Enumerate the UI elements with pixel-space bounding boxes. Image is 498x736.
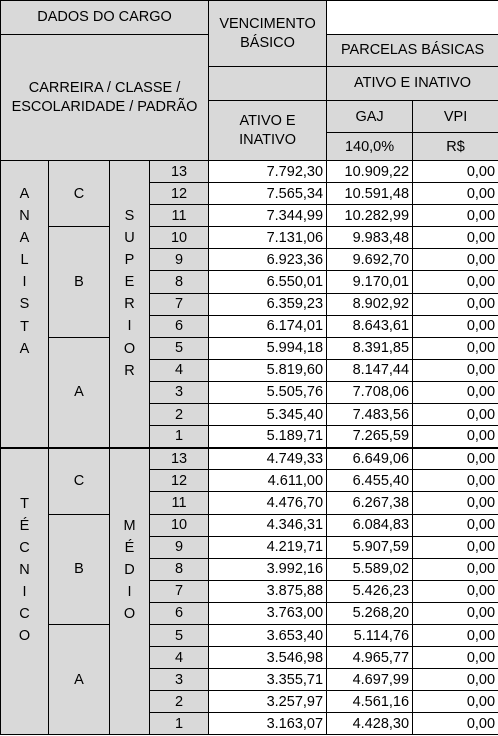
classe-cell: C	[49, 161, 110, 227]
carreira-letter: N	[19, 208, 30, 225]
padrao-cell: 8	[150, 271, 209, 293]
padrao-cell: 6	[150, 602, 209, 624]
escolaridade-letter: U	[124, 230, 135, 247]
escolaridade-letter: M	[123, 517, 136, 534]
padrao-cell: 7	[150, 293, 209, 315]
carreira-cell	[1, 161, 49, 448]
carreira-letter: O	[18, 628, 31, 645]
vpi-cell: 0,00	[413, 205, 498, 227]
vencimento-cell: 6.174,01	[209, 315, 327, 337]
carreira-letter: A	[19, 340, 30, 357]
padrao-cell: 2	[150, 691, 209, 713]
escolaridade-letter: E	[124, 274, 135, 291]
padrao-cell: 2	[150, 404, 209, 426]
padrao-cell: 7	[150, 580, 209, 602]
vencimento-cell: 5.819,60	[209, 359, 327, 381]
classe-cell: B	[49, 227, 110, 337]
gaj-cell: 7.483,56	[327, 404, 413, 426]
carreira-letter: T	[20, 318, 29, 335]
gaj-cell: 6.649,06	[327, 448, 413, 470]
gaj-cell: 5.589,02	[327, 558, 413, 580]
vencimento-cell: 7.565,34	[209, 183, 327, 205]
vencimento-cell: 3.653,40	[209, 624, 327, 646]
gaj-cell: 9.983,48	[327, 227, 413, 249]
padrao-cell: 3	[150, 381, 209, 403]
vencimento-cell: 4.219,71	[209, 536, 327, 558]
vencimento-cell: 7.344,99	[209, 205, 327, 227]
vencimento-cell: 3.875,88	[209, 580, 327, 602]
carreira-letter: I	[22, 584, 27, 601]
table-row	[1, 337, 498, 359]
vpi-cell: 0,00	[413, 404, 498, 426]
padrao-cell: 10	[150, 227, 209, 249]
vpi-header: VPI	[413, 101, 498, 133]
carreira-letter: C	[19, 539, 30, 556]
vencimento-cell: 5.505,76	[209, 381, 327, 403]
vencimento-cell: 3.163,07	[209, 713, 327, 735]
escolaridade-letter: O	[123, 606, 136, 623]
table-row	[1, 448, 498, 470]
padrao-cell: 10	[150, 514, 209, 536]
carreira-header: CARREIRA / CLASSE / ESCOLARIDADE / PADRÃO	[1, 35, 209, 161]
padrao-cell: 5	[150, 624, 209, 646]
gaj-cell: 7.265,59	[327, 426, 413, 448]
vpi-cell: 0,00	[413, 249, 498, 271]
gaj-cell: 8.391,85	[327, 337, 413, 359]
vpi-cell: 0,00	[413, 580, 498, 602]
vencimento-cell: 4.749,33	[209, 448, 327, 470]
vpi-cell: 0,00	[413, 647, 498, 669]
vencimento-cell: 3.257,97	[209, 691, 327, 713]
padrao-cell: 12	[150, 183, 209, 205]
vpi-cell: 0,00	[413, 227, 498, 249]
classe-cell: A	[49, 624, 110, 734]
carreira-letter: N	[19, 562, 30, 578]
gaj-cell: 9.692,70	[327, 249, 413, 271]
vpi-cell: 0,00	[413, 713, 498, 735]
gaj-cell: 8.643,61	[327, 315, 413, 337]
vpi-cell: 0,00	[413, 315, 498, 337]
vpi-cell: 0,00	[413, 448, 498, 470]
vpi-cell: 0,00	[413, 602, 498, 624]
escolaridade-letter: I	[127, 318, 132, 335]
vpi-cell: 0,00	[413, 183, 498, 205]
gaj-cell: 10.909,22	[327, 161, 413, 183]
gaj-cell: 4.965,77	[327, 647, 413, 669]
carreira-letter: T	[20, 495, 29, 512]
gaj-cell: 9.170,01	[327, 271, 413, 293]
gaj-header: GAJ	[327, 101, 413, 133]
gaj-cell: 10.282,99	[327, 205, 413, 227]
padrao-cell: 11	[150, 205, 209, 227]
padrao-cell: 1	[150, 713, 209, 735]
gaj-percentage: 140,0%	[327, 133, 413, 161]
carreira-letter: L	[20, 252, 29, 269]
vencimento-cell: 4.346,31	[209, 514, 327, 536]
vencimento-cell: 6.359,23	[209, 293, 327, 315]
vencimento-header: VENCIMENTO BÁSICO	[209, 1, 327, 67]
vpi-cell: 0,00	[413, 536, 498, 558]
vpi-cell: 0,00	[413, 558, 498, 580]
vencimento-cell: 3.546,98	[209, 647, 327, 669]
vpi-cell: 0,00	[413, 492, 498, 514]
carreira-letter: S	[19, 296, 30, 313]
padrao-cell: 8	[150, 558, 209, 580]
vpi-cell: 0,00	[413, 691, 498, 713]
vencimento-cell: 5.189,71	[209, 426, 327, 448]
escolaridade-letter: O	[123, 340, 136, 357]
vencimento-cell: 4.476,70	[209, 492, 327, 514]
gaj-cell: 4.428,30	[327, 713, 413, 735]
table-row	[1, 514, 498, 536]
classe-cell: B	[49, 514, 110, 624]
padrao-cell: 4	[150, 647, 209, 669]
parcelas-ativo-header: ATIVO E INATIVO	[327, 67, 498, 101]
padrao-cell: 1	[150, 426, 209, 448]
table-row	[1, 227, 498, 249]
gaj-cell: 5.114,76	[327, 624, 413, 646]
vpi-unit: R$	[413, 133, 498, 161]
top-blank-cell	[327, 1, 498, 35]
carreira-cell	[1, 448, 49, 735]
vpi-cell: 0,00	[413, 426, 498, 448]
gaj-cell: 8.147,44	[327, 359, 413, 381]
padrao-cell: 4	[150, 359, 209, 381]
padrao-cell: 13	[150, 448, 209, 470]
gaj-cell: 4.561,16	[327, 691, 413, 713]
gaj-cell: 4.697,99	[327, 669, 413, 691]
escolaridade-letter: R	[124, 296, 135, 313]
gaj-cell: 6.455,40	[327, 470, 413, 492]
padrao-cell: 13	[150, 161, 209, 183]
vencimento-cell: 6.550,01	[209, 271, 327, 293]
padrao-cell: 6	[150, 315, 209, 337]
carreira-letter: C	[19, 606, 30, 623]
escolaridade-letter: D	[124, 561, 135, 578]
vencimento-cell: 3.763,00	[209, 602, 327, 624]
escolaridade-letter: S	[124, 208, 135, 224]
padrao-cell: 11	[150, 492, 209, 514]
vpi-cell: 0,00	[413, 161, 498, 183]
gaj-cell: 10.591,48	[327, 183, 413, 205]
vpi-cell: 0,00	[413, 514, 498, 536]
vencimento-cell: 5.345,40	[209, 404, 327, 426]
carreira-letter: A	[19, 186, 30, 202]
gaj-cell: 6.084,83	[327, 514, 413, 536]
parcelas-header: PARCELAS BÁSICAS	[327, 35, 498, 67]
escolaridade-letter: P	[124, 252, 135, 269]
table-row	[1, 624, 498, 646]
dados-cargo-header: DADOS DO CARGO	[1, 1, 209, 35]
gaj-cell: 5.426,23	[327, 580, 413, 602]
vencimento-cell: 7.131,06	[209, 227, 327, 249]
vpi-cell: 0,00	[413, 293, 498, 315]
vencimento-cell: 7.792,30	[209, 161, 327, 183]
escolaridade-letter: R	[124, 362, 135, 379]
vencimento-cell: 4.611,00	[209, 470, 327, 492]
vpi-cell: 0,00	[413, 624, 498, 646]
classe-cell: A	[49, 337, 110, 447]
carreira-letter: I	[22, 274, 27, 291]
vencimento-cell: 5.994,18	[209, 337, 327, 359]
vencimento-cell: 3.355,71	[209, 669, 327, 691]
vpi-cell: 0,00	[413, 337, 498, 359]
vpi-cell: 0,00	[413, 381, 498, 403]
padrao-cell: 5	[150, 337, 209, 359]
escolaridade-cell	[110, 161, 150, 448]
vpi-cell: 0,00	[413, 271, 498, 293]
escolaridade-cell	[110, 448, 150, 735]
carreira-letter: A	[19, 230, 30, 247]
vencimento-ativo-header: ATIVO E INATIVO	[209, 101, 327, 161]
gaj-cell: 7.708,06	[327, 381, 413, 403]
padrao-cell: 9	[150, 536, 209, 558]
gaj-cell: 5.907,59	[327, 536, 413, 558]
classe-cell: C	[49, 448, 110, 514]
vpi-cell: 0,00	[413, 470, 498, 492]
gaj-cell: 5.268,20	[327, 602, 413, 624]
padrao-cell: 3	[150, 669, 209, 691]
padrao-cell: 12	[150, 470, 209, 492]
vencimento-spacer	[209, 67, 327, 101]
vpi-cell: 0,00	[413, 669, 498, 691]
vencimento-cell: 3.992,16	[209, 558, 327, 580]
escolaridade-letter: É	[124, 539, 135, 556]
gaj-cell: 6.267,38	[327, 492, 413, 514]
carreira-letter: É	[19, 517, 30, 534]
gaj-cell: 8.902,92	[327, 293, 413, 315]
table-row	[1, 161, 498, 183]
escolaridade-letter: I	[127, 584, 132, 600]
padrao-cell: 9	[150, 249, 209, 271]
vencimento-cell: 6.923,36	[209, 249, 327, 271]
vpi-cell: 0,00	[413, 359, 498, 381]
